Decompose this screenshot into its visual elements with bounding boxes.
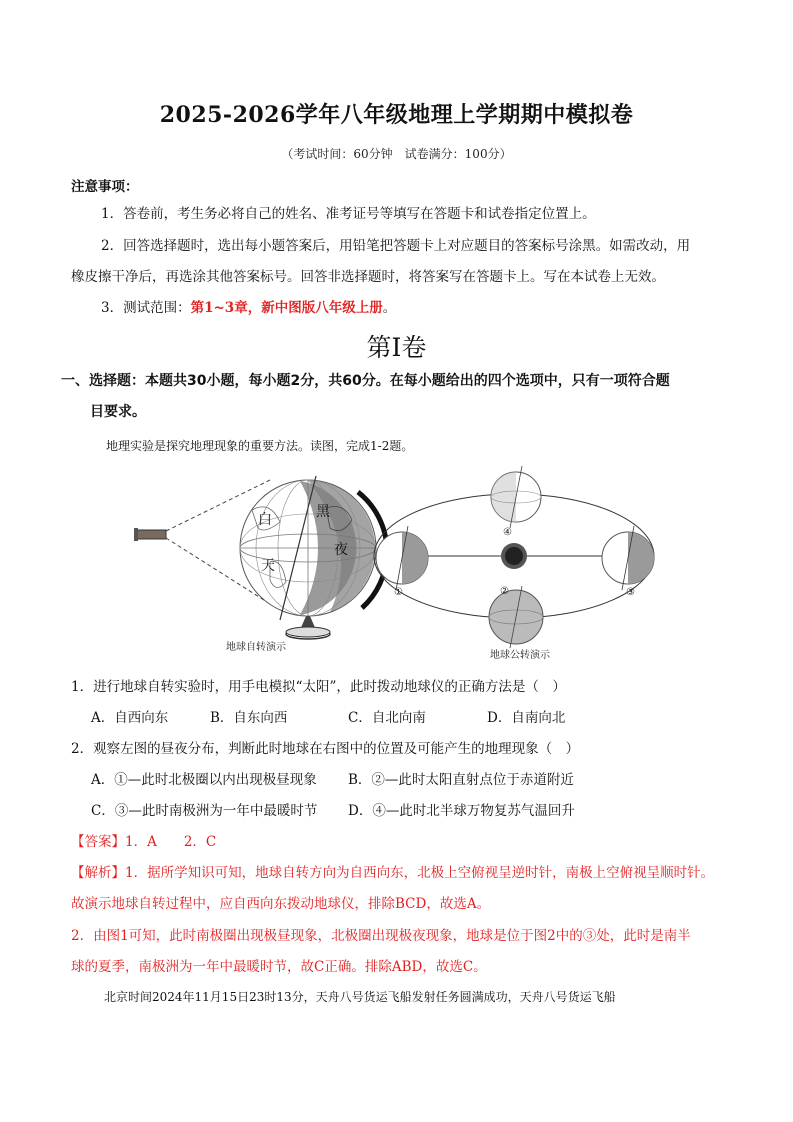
position-2-label: ② (500, 586, 509, 597)
question-1-stem: 1．进行地球自转实验时，用手电模拟“太阳”，此时拨动地球仪的正确方法是（ ） (71, 679, 566, 695)
rotation-caption: 地球自转演示 (226, 642, 286, 653)
page-title: 2025-2026学年八年级地理上学期期中模拟卷 (159, 102, 634, 128)
position-1-label: ① (394, 587, 403, 598)
answer-text: 1．A 2．C (125, 834, 217, 850)
notice-item-3-prefix: 3．测试范围： (101, 300, 191, 316)
q2-option-b: B．②—此时太阳直射点位于赤道附近 (348, 772, 574, 788)
day-label-2: 天 (261, 558, 275, 574)
earth-position-2-icon (489, 586, 543, 648)
next-question-intro: 北京时间2024年11月15日23时13分，天舟八号货运飞船发射任务圆满成功，天舟八号货运飞船 (104, 990, 616, 1004)
notice-item-2-line-2: 橡皮擦干净后，再选涂其他答案标号。回答非选择题时，将答案写在答题卡上。写在本试卷上无效。 (71, 269, 665, 285)
part1-instruction-line-1: 一、选择题：本题共30小题，每小题2分，共60分。在每小题给出的四个选项中，只有一项符合题 (61, 373, 670, 389)
day-label-1: 白 (258, 512, 272, 528)
notice-item-1: 1．答卷前，考生务必将自己的姓名、准考证号等填写在答题卡和试卷指定位置上。 (101, 206, 596, 222)
answer-label: 【答案】 (71, 834, 125, 850)
revolution-caption: 地球公转演示 (490, 650, 550, 661)
analysis-line-4: 球的夏季，南极洲为一年中最暖时节，故C正确。排除ABD，故选C。 (71, 959, 487, 975)
earth-rotation-revolution-figure (130, 462, 670, 662)
part1-instruction-line-2: 目要求。 (90, 404, 146, 420)
notice-heading: 注意事项： (71, 179, 139, 195)
q2-option-c: C．③—此时南极洲为一年中最暖时节 (91, 803, 318, 819)
question-group-intro: 地理实验是探究地理现象的重要方法。读图，完成1-2题。 (106, 439, 414, 453)
q1-option-c: C．自北向南 (348, 710, 426, 726)
analysis-line-3: 2．由图1可知，此时南极圈出现极昼现象，北极圈出现极夜现象，地球是位于图2中的③处，此时是南半 (71, 928, 691, 944)
test-scope: 第1~3章，新中图版八年级上册 (190, 300, 383, 316)
q1-option-d: D．自南向北 (487, 710, 566, 726)
notice-item-3-suffix: 。 (382, 300, 397, 316)
q1-option-a: A．自西向东 (91, 710, 169, 726)
earth-position-4-icon (491, 466, 541, 528)
q2-option-a: A．①—此时北极圈以内出现极昼现象 (91, 772, 317, 788)
exam-info: （考试时间：60分钟 试卷满分：100分） (281, 147, 512, 161)
answer-line (71, 830, 216, 850)
sun-icon (501, 543, 527, 569)
notice-item-2-line-1: 2．回答选择题时，选出每小题答案后，用铅笔把答题卡上对应题目的答案标号涂黑。如需改动，用 (101, 238, 691, 254)
flashlight-icon (134, 528, 166, 541)
analysis-line-1 (71, 861, 714, 881)
night-label-1: 黑 (316, 504, 330, 520)
question-2-stem: 2．观察左图的昼夜分布，判断此时地球在右图中的位置及可能产生的地理现象（ ） (71, 741, 580, 757)
analysis-label: 【解析】 (71, 865, 125, 881)
q1-option-b: B．自东向西 (210, 710, 288, 726)
notice-item-3 (101, 298, 396, 318)
night-label-2: 夜 (334, 542, 348, 558)
analysis-line-2: 故演示地球自转过程中，应自西向东拨动地球仪，排除BCD，故选A。 (71, 896, 491, 912)
analysis-text-1: 1．据所学知识可知，地球自转方向为自西向东，北极上空俯视呈逆时针，南极上空俯视呈顺时针。 (125, 865, 715, 881)
q2-option-d: D．④—此时北半球万物复苏气温回升 (348, 803, 575, 819)
section-title: 第I卷 (366, 333, 427, 362)
position-3-label: ③ (626, 587, 635, 598)
position-4-label: ④ (503, 527, 512, 538)
